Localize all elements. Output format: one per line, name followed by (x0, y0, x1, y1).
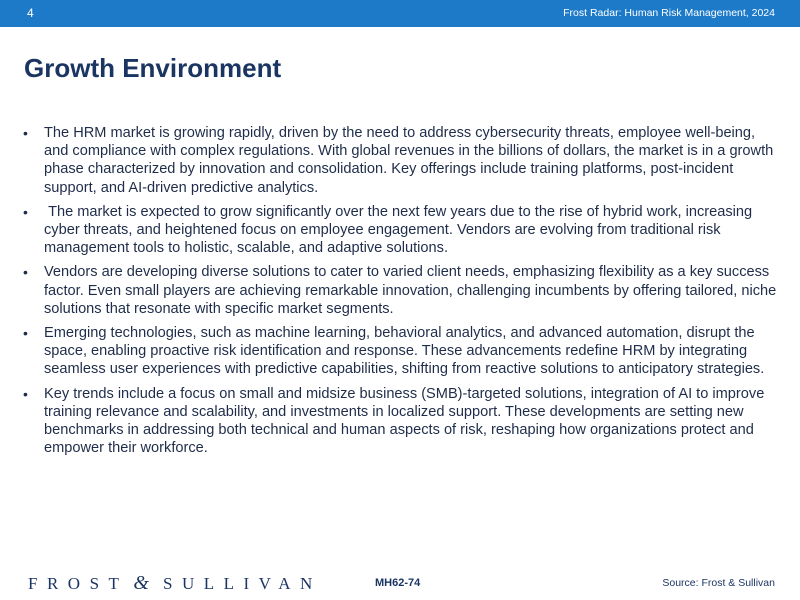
bullet-item (22, 124, 782, 197)
slide-title: Growth Environment (24, 53, 282, 83)
bullet-item (22, 263, 782, 318)
logo-word-frost: FROST (28, 574, 129, 593)
logo-ampersand: & (133, 572, 149, 594)
report-title: Frost Radar: Human Risk Management, 2024 (563, 7, 775, 19)
bullet-text: The HRM market is growing rapidly, driven by the need to address cybersecurity threats, employee well-being, and compliance with complex regulations. With global revenues in the billions of dollars, the market is in a growth phase characterized by innovation and consolidation. Key offerings include training platforms, post-incident support, and AI-driven predictive analytics. (44, 125, 774, 196)
bullet-list (22, 124, 782, 463)
bullet-text: Emerging technologies, such as machine learning, behavioral analytics, and advanced automation, disrupt the space, enabling proactive risk identification and response. These advancements redefine HRM by integrating seamless user experiences with predictive capabilities, shifting from reactive solutions to anticipatory strategies. (44, 325, 765, 378)
bullet-text: Vendors are developing diverse solutions to cater to varied client needs, emphasizing flexibility as a key success factor. Even small players are achieving remarkable innovation, challenging incumbents by offering tailored, niche solutions that resonate with specific market segments. (44, 264, 777, 317)
bullet-icon: • (23, 203, 28, 220)
bullet-item (22, 203, 782, 258)
header-bar (0, 0, 800, 27)
bullet-icon: • (23, 264, 28, 281)
bullet-item (22, 385, 782, 458)
bullet-text: The market is expected to grow significantly over the next few years due to the rise of hybrid work, increasing cyber threats, and heightened focus on employee engagement. Vendors are evolving from traditional risk management tools to holistic, scalable, and adaptive solutions. (44, 203, 757, 257)
frost-sullivan-logo (28, 572, 322, 595)
bullet-icon: • (23, 385, 28, 402)
bullet-icon: • (23, 325, 28, 342)
source-note: Source: Frost & Sullivan (662, 577, 775, 589)
bullet-text: Key trends include a focus on small and midsize business (SMB)-targeted solutions, integration of AI to improve training relevance and scalability, and investments in localized support. These developments are setting new benchmarks in addressing both technical and human aspects of risk, reshaping how organizations protect and empower their workforce. (44, 385, 765, 457)
document-code: MH62-74 (375, 577, 421, 589)
bullet-item (22, 324, 782, 379)
page-number: 4 (27, 6, 34, 20)
bullet-icon: • (23, 125, 28, 141)
logo-word-sullivan: SULLIVAN (162, 574, 322, 593)
